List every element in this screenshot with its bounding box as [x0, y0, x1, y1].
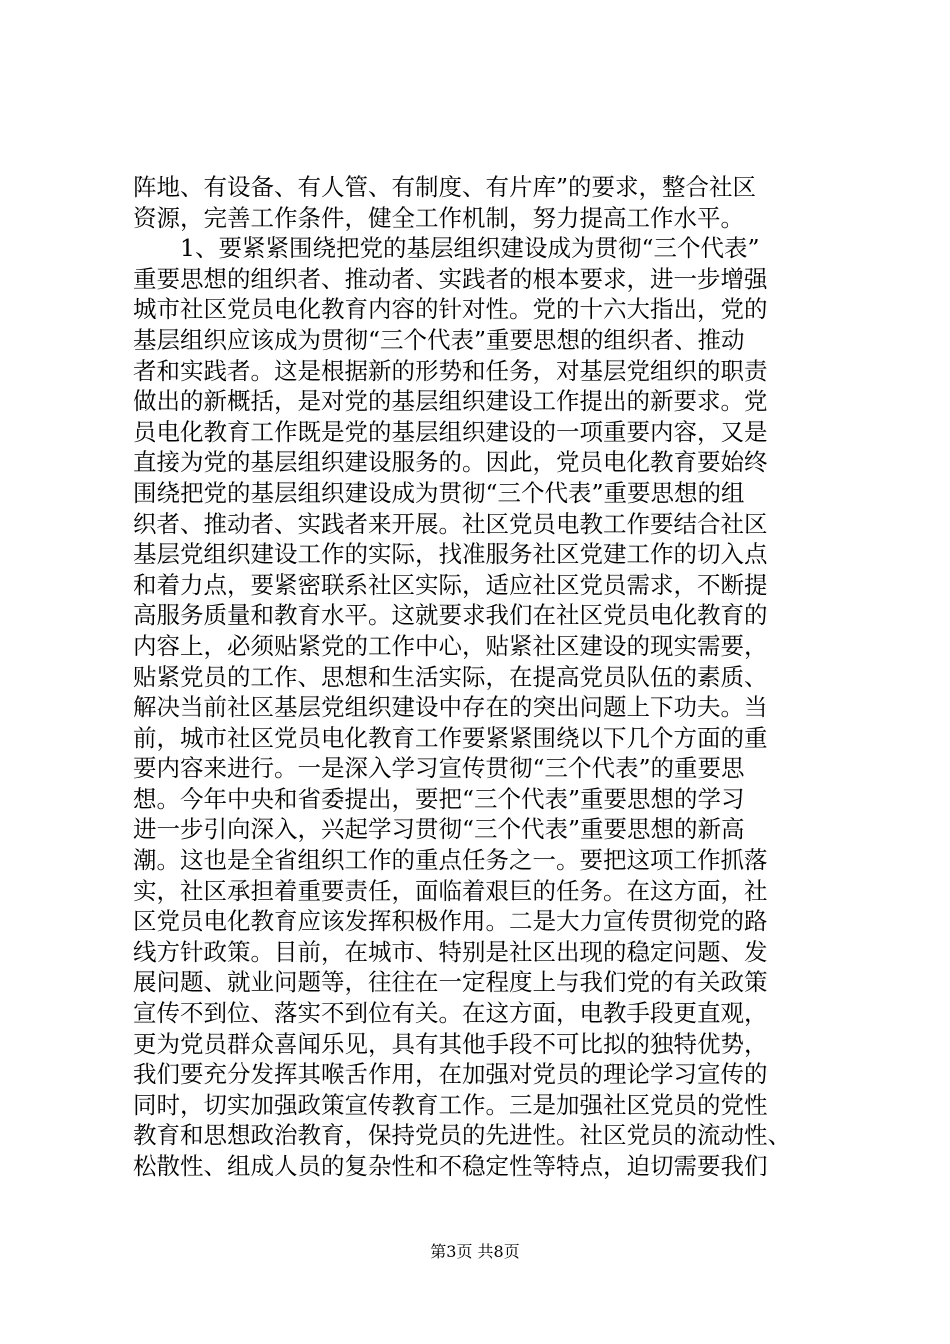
- text-line: 松散性、组成人员的复杂性和不稳定性等特点，迫切需要我们: [133, 1152, 768, 1180]
- text-line: 贴紧党员的工作、思想和生活实际，在提高党员队伍的素质、: [133, 662, 768, 691]
- text-line: 基层组织应该成为贯彻“三个代表”重要思想的组织者、推动: [133, 325, 745, 354]
- text-line: 教育和思想政治教育，保持党员的先进性。社区党员的流动性、: [133, 1121, 791, 1150]
- text-line: 围绕把党的基层组织建设成为贯彻“三个代表”重要思想的组: [133, 478, 745, 507]
- text-line: 内容上，必须贴紧党的工作中心，贴紧社区建设的现实需要，: [133, 631, 768, 660]
- text-line: 和着力点，要紧密联系社区实际，适应社区党员需求，不断提: [133, 570, 768, 599]
- text-line: 前，城市社区党员电化教育工作要紧紧围绕以下几个方面的重: [133, 723, 768, 752]
- text-line: 1、要紧紧围绕把党的基层组织建设成为贯彻“三个代表”: [133, 234, 760, 263]
- text-line: 我们要充分发挥其喉舌作用，在加强对党员的理论学习宣传的: [133, 1060, 768, 1089]
- text-line: 阵地、有设备、有人管、有制度、有片库”的要求，整合社区: [133, 173, 757, 201]
- text-line: 员电化教育工作既是党的基层组织建设的一项重要内容，又是: [133, 417, 768, 446]
- text-line: 更为党员群众喜闻乐见，具有其他手段不可比拟的独特优势，: [133, 1029, 768, 1058]
- text-line: 想。今年中央和省委提出，要把“三个代表”重要思想的学习: [133, 784, 745, 813]
- text-line: 资源，完善工作条件，健全工作机制，努力提高工作水平。: [133, 203, 744, 232]
- text-line: 进一步引向深入，兴起学习贯彻“三个代表”重要思想的新高: [133, 815, 745, 844]
- text-line: 线方针政策。目前，在城市、特别是社区出现的稳定问题、发: [133, 937, 768, 966]
- document-body: [133, 172, 833, 1182]
- text-line: 织者、推动者、实践者来开展。社区党员电教工作要结合社区: [133, 509, 768, 538]
- text-line: 重要思想的组织者、推动者、实践者的根本要求，进一步增强: [133, 264, 768, 293]
- text-line: 宣传不到位、落实不到位有关。在这方面，电教手段更直观，: [133, 999, 768, 1028]
- page-number-footer: 第3页 共8页: [430, 1242, 520, 1261]
- text-line: 者和实践者。这是根据新的形势和任务，对基层党组织的职责: [133, 356, 768, 385]
- text-line: 展问题、就业问题等，往往在一定程度上与我们党的有关政策: [133, 968, 768, 997]
- text-line: 做出的新概括，是对党的基层组织建设工作提出的新要求。党: [133, 387, 768, 416]
- text-line: 同时，切实加强政策宣传教育工作。三是加强社区党员的党性: [133, 1090, 768, 1119]
- text-line: 基层党组织建设工作的实际，找准服务社区党建工作的切入点: [133, 540, 768, 569]
- text-line: 要内容来进行。一是深入学习宣传贯彻“三个代表”的重要思: [133, 754, 745, 783]
- text-line: 高服务质量和教育水平。这就要求我们在社区党员电化教育的: [133, 601, 768, 630]
- text-line: 直接为党的基层组织建设服务的。因此，党员电化教育要始终: [133, 448, 768, 477]
- text-line: 实，社区承担着重要责任，面临着艰巨的任务。在这方面，社: [133, 876, 768, 905]
- text-line: 潮。这也是全省组织工作的重点任务之一。要把这项工作抓落: [133, 846, 768, 875]
- text-line: 区党员电化教育应该发挥积极作用。二是大力宣传贯彻党的路: [133, 907, 768, 936]
- text-line: 城市社区党员电化教育内容的针对性。党的十六大指出，党的: [133, 295, 768, 324]
- text-line: 解决当前社区基层党组织建设中存在的突出问题上下功夫。当: [133, 693, 768, 722]
